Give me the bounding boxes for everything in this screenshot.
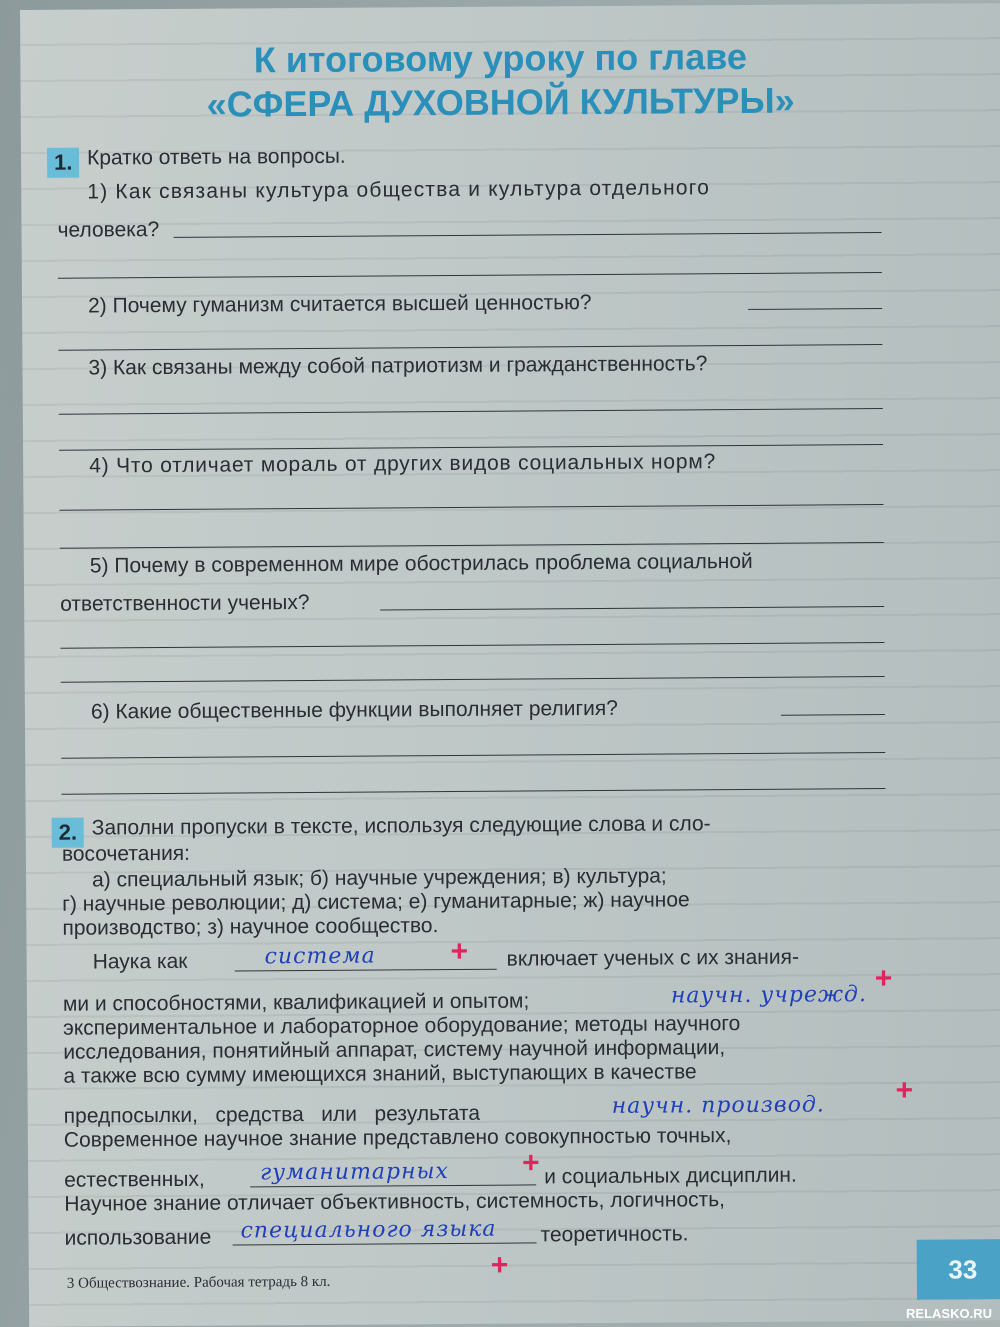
answer-line[interactable] <box>61 676 885 683</box>
handwritten-answer-3: научн. производ. <box>611 1092 825 1119</box>
question-5-line-a: 5) Почему в современном мире обострилась проблема социальной <box>89 549 753 578</box>
grade-mark: + <box>874 961 893 996</box>
answer-line[interactable] <box>60 642 884 649</box>
handwritten-answer-2: научн. учрежд. <box>670 982 868 1009</box>
task-2-instruction-2: восочетания: <box>61 841 191 866</box>
task-2-number: 2. <box>52 818 85 848</box>
text-line-4: исследования, понятийный аппарат, систему научной информации, <box>63 1036 726 1064</box>
text-line-9: Научное знание отличает объективность, системность, логичность, <box>64 1188 726 1216</box>
answer-line[interactable] <box>59 408 883 415</box>
page-title-line-1: К итоговому уроку по главе <box>253 35 748 81</box>
answer-line[interactable] <box>61 752 885 759</box>
task-2-options-1: а) специальный язык; б) научные учреждения; в) культура; <box>91 864 667 892</box>
handwritten-answer-4: гуманитарных <box>260 1159 449 1186</box>
question-3-line-a: 3) Как связаны между собой патриотизм и гражданственность? <box>88 352 708 380</box>
watermark: RELASKO.RU <box>906 1306 992 1321</box>
text-line-2: ми и способностями, квалификацией и опытом; <box>62 989 530 1016</box>
answer-line[interactable] <box>60 542 884 549</box>
grade-mark: + <box>895 1073 914 1107</box>
text-line-5: а также всю сумму имеющихся знаний, выступающих в качестве <box>63 1060 697 1088</box>
text-line-10b: теоретичность. <box>540 1222 689 1247</box>
question-4-line-a: 4) Что отличает мораль от других видов социальных норм? <box>89 450 717 478</box>
question-1-line-b: человека? <box>57 218 160 242</box>
text-line-10a: использование <box>64 1225 212 1250</box>
question-5-line-b: ответственности ученых? <box>60 590 310 616</box>
page-title-line-2: «СФЕРА ДУХОВНОЙ КУЛЬТУРЫ» <box>206 79 795 125</box>
task-1-number: 1. <box>47 148 80 178</box>
handwritten-answer-5: специального языка <box>240 1216 497 1244</box>
text-line-7: Современное научное знание представлено совокупностью точных, <box>63 1124 732 1152</box>
question-2-line-a: 2) Почему гуманизм считается высшей ценностью? <box>87 291 592 318</box>
answer-line[interactable] <box>59 504 883 511</box>
answer-line[interactable] <box>748 308 882 310</box>
workbook-page <box>20 3 1000 1327</box>
answer-line[interactable] <box>61 788 885 795</box>
text-line-8b: и социальных дисциплин. <box>544 1163 797 1189</box>
task-2-instruction-1: Заполни пропуски в тексте, используя следующие слова и сло- <box>91 812 711 840</box>
task-2-options-3: производство; з) научное сообщество. <box>62 914 439 940</box>
footer-caption: 3 Обществознание. Рабочая тетрадь 8 кл. <box>66 1273 331 1292</box>
text-line-1a: Наука как <box>92 949 188 974</box>
answer-line[interactable] <box>58 344 882 351</box>
grade-mark: + <box>450 934 469 969</box>
answer-line[interactable] <box>380 606 884 611</box>
answer-line[interactable] <box>781 714 885 716</box>
grade-mark: + <box>490 1248 509 1282</box>
text-line-3: экспериментальное и лабораторное оборудование; методы научного <box>63 1011 741 1040</box>
question-6-line-a: 6) Какие общественные функции выполняет религия? <box>90 696 619 724</box>
answer-line[interactable] <box>174 232 882 238</box>
task-2-options-2: г) научные революции; д) система; е) гуманитарные; ж) научное <box>62 888 690 916</box>
answer-line[interactable] <box>59 444 883 451</box>
page-number-badge: 33 <box>917 1239 1000 1300</box>
text-line-8a: естественных, <box>64 1167 205 1192</box>
handwritten-answer-1: система <box>264 943 376 970</box>
answer-line[interactable] <box>58 272 882 279</box>
text-line-1b: включает ученых с их знания- <box>506 945 800 971</box>
grade-mark: + <box>521 1146 540 1180</box>
text-line-6: предпосылки, средства или результата <box>63 1101 481 1128</box>
task-1-heading: Кратко ответь на вопросы. <box>86 144 346 170</box>
question-1-line-a: 1) Как связаны культура общества и культура отдельного <box>87 176 711 204</box>
